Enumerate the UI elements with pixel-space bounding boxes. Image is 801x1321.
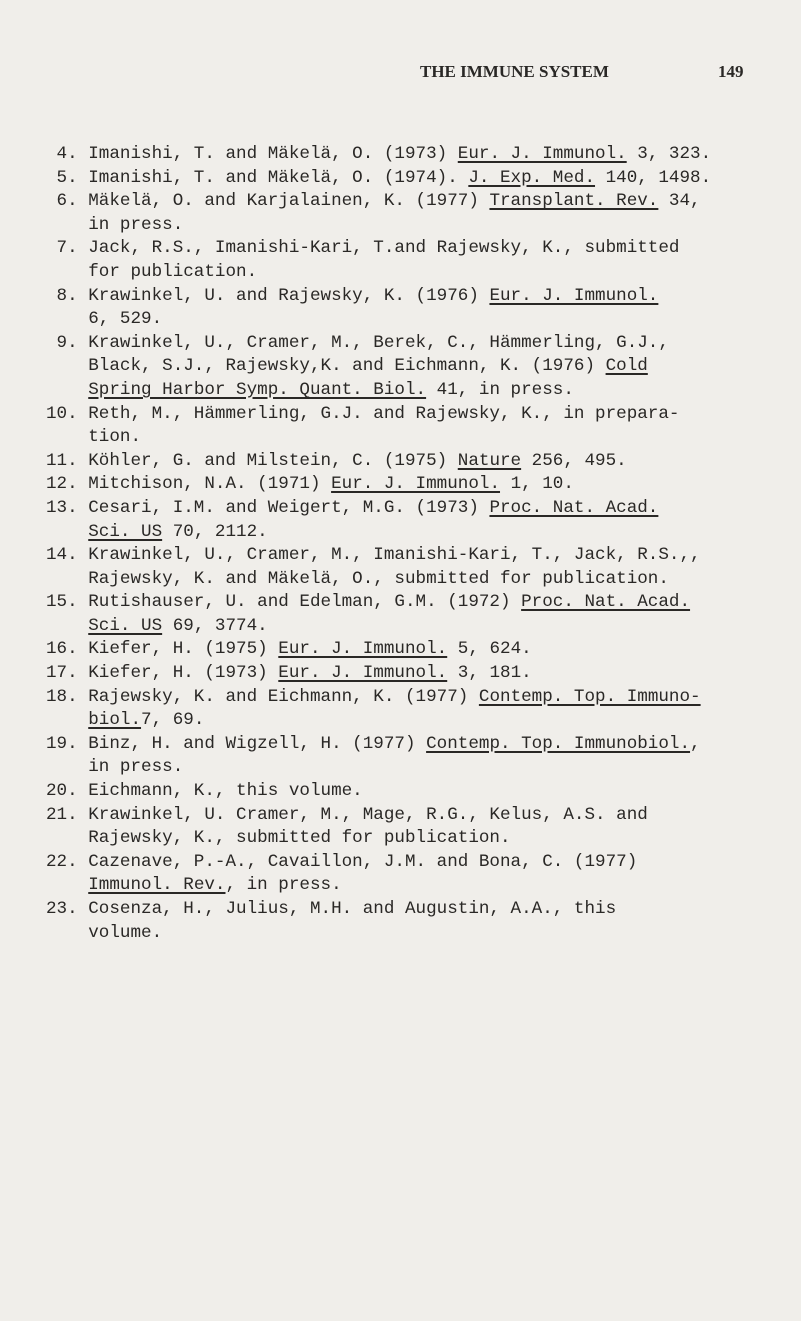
reference-line — [46, 591, 786, 615]
reference-text: 140, 1498. — [595, 167, 712, 188]
journal-title: J. Exp. Med. — [468, 167, 596, 188]
reference-line — [46, 497, 786, 521]
reference-text: 22. Cazenave, P.-A., Cavaillon, J.M. and Bona, C. (1977) — [46, 851, 638, 872]
reference-text: 5, 624. — [447, 639, 532, 660]
journal-title: Nature — [457, 450, 522, 471]
reference-line — [46, 638, 786, 662]
reference-text: 34, — [658, 191, 701, 212]
reference-text: 18. Rajewsky, K. and Eichmann, K. (1977) — [46, 686, 479, 707]
reference-text: 7, 69. — [141, 710, 205, 731]
reference-line — [46, 237, 786, 261]
reference-line — [46, 756, 786, 780]
reference-text: , — [690, 733, 701, 754]
reference-line — [46, 167, 786, 191]
reference-text: in press. — [46, 757, 184, 778]
reference-list — [46, 143, 786, 945]
reference-text: 13. Cesari, I.M. and Weigert, M.G. (1973) — [46, 497, 490, 518]
reference-text — [46, 875, 88, 895]
journal-title: Contemp. Top. Immunobiol. — [426, 733, 691, 754]
reference-text: 11. Köhler, G. and Milstein, C. (1975) — [46, 450, 458, 471]
reference-line — [46, 709, 786, 733]
reference-text: 9. Krawinkel, U., Cramer, M., Berek, C., Hämmerling, G.J., — [46, 332, 669, 353]
reference-text: 3, 181. — [447, 663, 532, 684]
reference-text: 41, in press. — [426, 379, 574, 400]
journal-title: Cold — [605, 356, 648, 377]
reference-text: in press. — [46, 214, 184, 235]
reference-line — [46, 285, 786, 309]
reference-text — [46, 380, 88, 400]
reference-text: Rajewsky, K., submitted for publication. — [46, 828, 511, 849]
running-head — [0, 62, 801, 88]
reference-text: 12. Mitchison, N.A. (1971) — [46, 474, 332, 495]
reference-line — [46, 521, 786, 545]
reference-line — [46, 662, 786, 686]
reference-line — [46, 686, 786, 710]
reference-text: 17. Kiefer, H. (1973) — [46, 663, 279, 684]
reference-line — [46, 308, 786, 332]
reference-text: 14. Krawinkel, U., Cramer, M., Imanishi-Kari, T., Jack, R.S.,, — [46, 545, 701, 566]
journal-title: Proc. Nat. Acad. — [521, 592, 691, 613]
reference-text: 1, 10. — [500, 474, 574, 495]
reference-text: 70, 2112. — [162, 521, 268, 542]
reference-text — [46, 710, 88, 730]
reference-text: volume. — [46, 922, 163, 943]
journal-title: Eur. J. Immunol. — [278, 639, 448, 660]
reference-line — [46, 403, 786, 427]
reference-text: Rajewsky, K. and Mäkelä, O., submitted for publication. — [46, 568, 669, 589]
reference-line — [46, 450, 786, 474]
reference-text: 4. Imanishi, T. and Mäkelä, O. (1973) — [46, 144, 458, 164]
reference-line — [46, 827, 786, 851]
reference-text: 5. Imanishi, T. and Mäkelä, O. (1974). — [46, 167, 469, 188]
reference-text: 8. Krawinkel, U. and Rajewsky, K. (1976) — [46, 285, 490, 306]
reference-line — [46, 780, 786, 804]
reference-text: 19. Binz, H. and Wigzell, H. (1977) — [46, 733, 427, 754]
reference-text — [46, 616, 88, 636]
reference-line — [46, 568, 786, 592]
reference-line — [46, 544, 786, 568]
reference-line — [46, 733, 786, 757]
reference-text: for publication. — [46, 261, 258, 282]
journal-title: Sci. US — [88, 521, 163, 542]
reference-line — [46, 355, 786, 379]
reference-text: , in press. — [225, 875, 342, 896]
reference-text: 7. Jack, R.S., Imanishi-Kari, T.and Rajewsky, K., submitted — [46, 238, 680, 259]
journal-title: Contemp. Top. Immuno- — [478, 686, 701, 707]
reference-line — [46, 473, 786, 497]
reference-line — [46, 615, 786, 639]
reference-text: 15. Rutishauser, U. and Edelman, G.M. (1972) — [46, 592, 522, 613]
journal-title: Eur. J. Immunol. — [457, 144, 627, 164]
journal-title: Spring Harbor Symp. Quant. Biol. — [88, 379, 427, 400]
reference-text: 69, 3774. — [162, 615, 268, 636]
reference-text: 256, 495. — [521, 450, 627, 471]
journal-title: Sci. US — [88, 615, 163, 636]
reference-line — [46, 426, 786, 450]
reference-text: 10. Reth, M., Hämmerling, G.J. and Rajewsky, K., in prepara- — [46, 403, 680, 424]
reference-text: 21. Krawinkel, U. Cramer, M., Mage, R.G., Kelus, A.S. and — [46, 804, 648, 825]
page-number: 149 — [718, 62, 744, 81]
reference-text: 6. Mäkelä, O. and Karjalainen, K. (1977) — [46, 191, 490, 212]
reference-text — [46, 522, 88, 542]
journal-title: Eur. J. Immunol. — [331, 474, 501, 495]
reference-line — [46, 332, 786, 356]
reference-text: Black, S.J., Rajewsky,K. and Eichmann, K. (1976) — [46, 356, 606, 377]
reference-line — [46, 379, 786, 403]
reference-line — [46, 898, 786, 922]
reference-text: 3, 323. — [626, 144, 712, 164]
reference-line — [46, 190, 786, 214]
running-head-title: THE IMMUNE SYSTEM — [420, 62, 609, 81]
reference-line — [46, 214, 786, 238]
reference-text: 23. Cosenza, H., Julius, M.H. and Augustin, A.A., this — [46, 899, 617, 919]
reference-text: 20. Eichmann, K., this volume. — [46, 781, 363, 802]
journal-title: Proc. Nat. Acad. — [489, 497, 659, 518]
reference-line — [46, 261, 786, 285]
reference-text: 6, 529. — [46, 309, 163, 330]
reference-text: 16. Kiefer, H. (1975) — [46, 639, 279, 660]
reference-line — [46, 851, 786, 875]
journal-title: Eur. J. Immunol. — [489, 285, 659, 306]
reference-line — [46, 922, 786, 946]
reference-text: tion. — [46, 427, 142, 448]
journal-title: Eur. J. Immunol. — [278, 663, 448, 684]
journal-title: biol. — [88, 710, 142, 731]
reference-line — [46, 874, 786, 898]
reference-line — [46, 143, 786, 167]
journal-title: Immunol. Rev. — [88, 875, 226, 896]
journal-title: Transplant. Rev. — [489, 191, 659, 212]
reference-line — [46, 804, 786, 828]
